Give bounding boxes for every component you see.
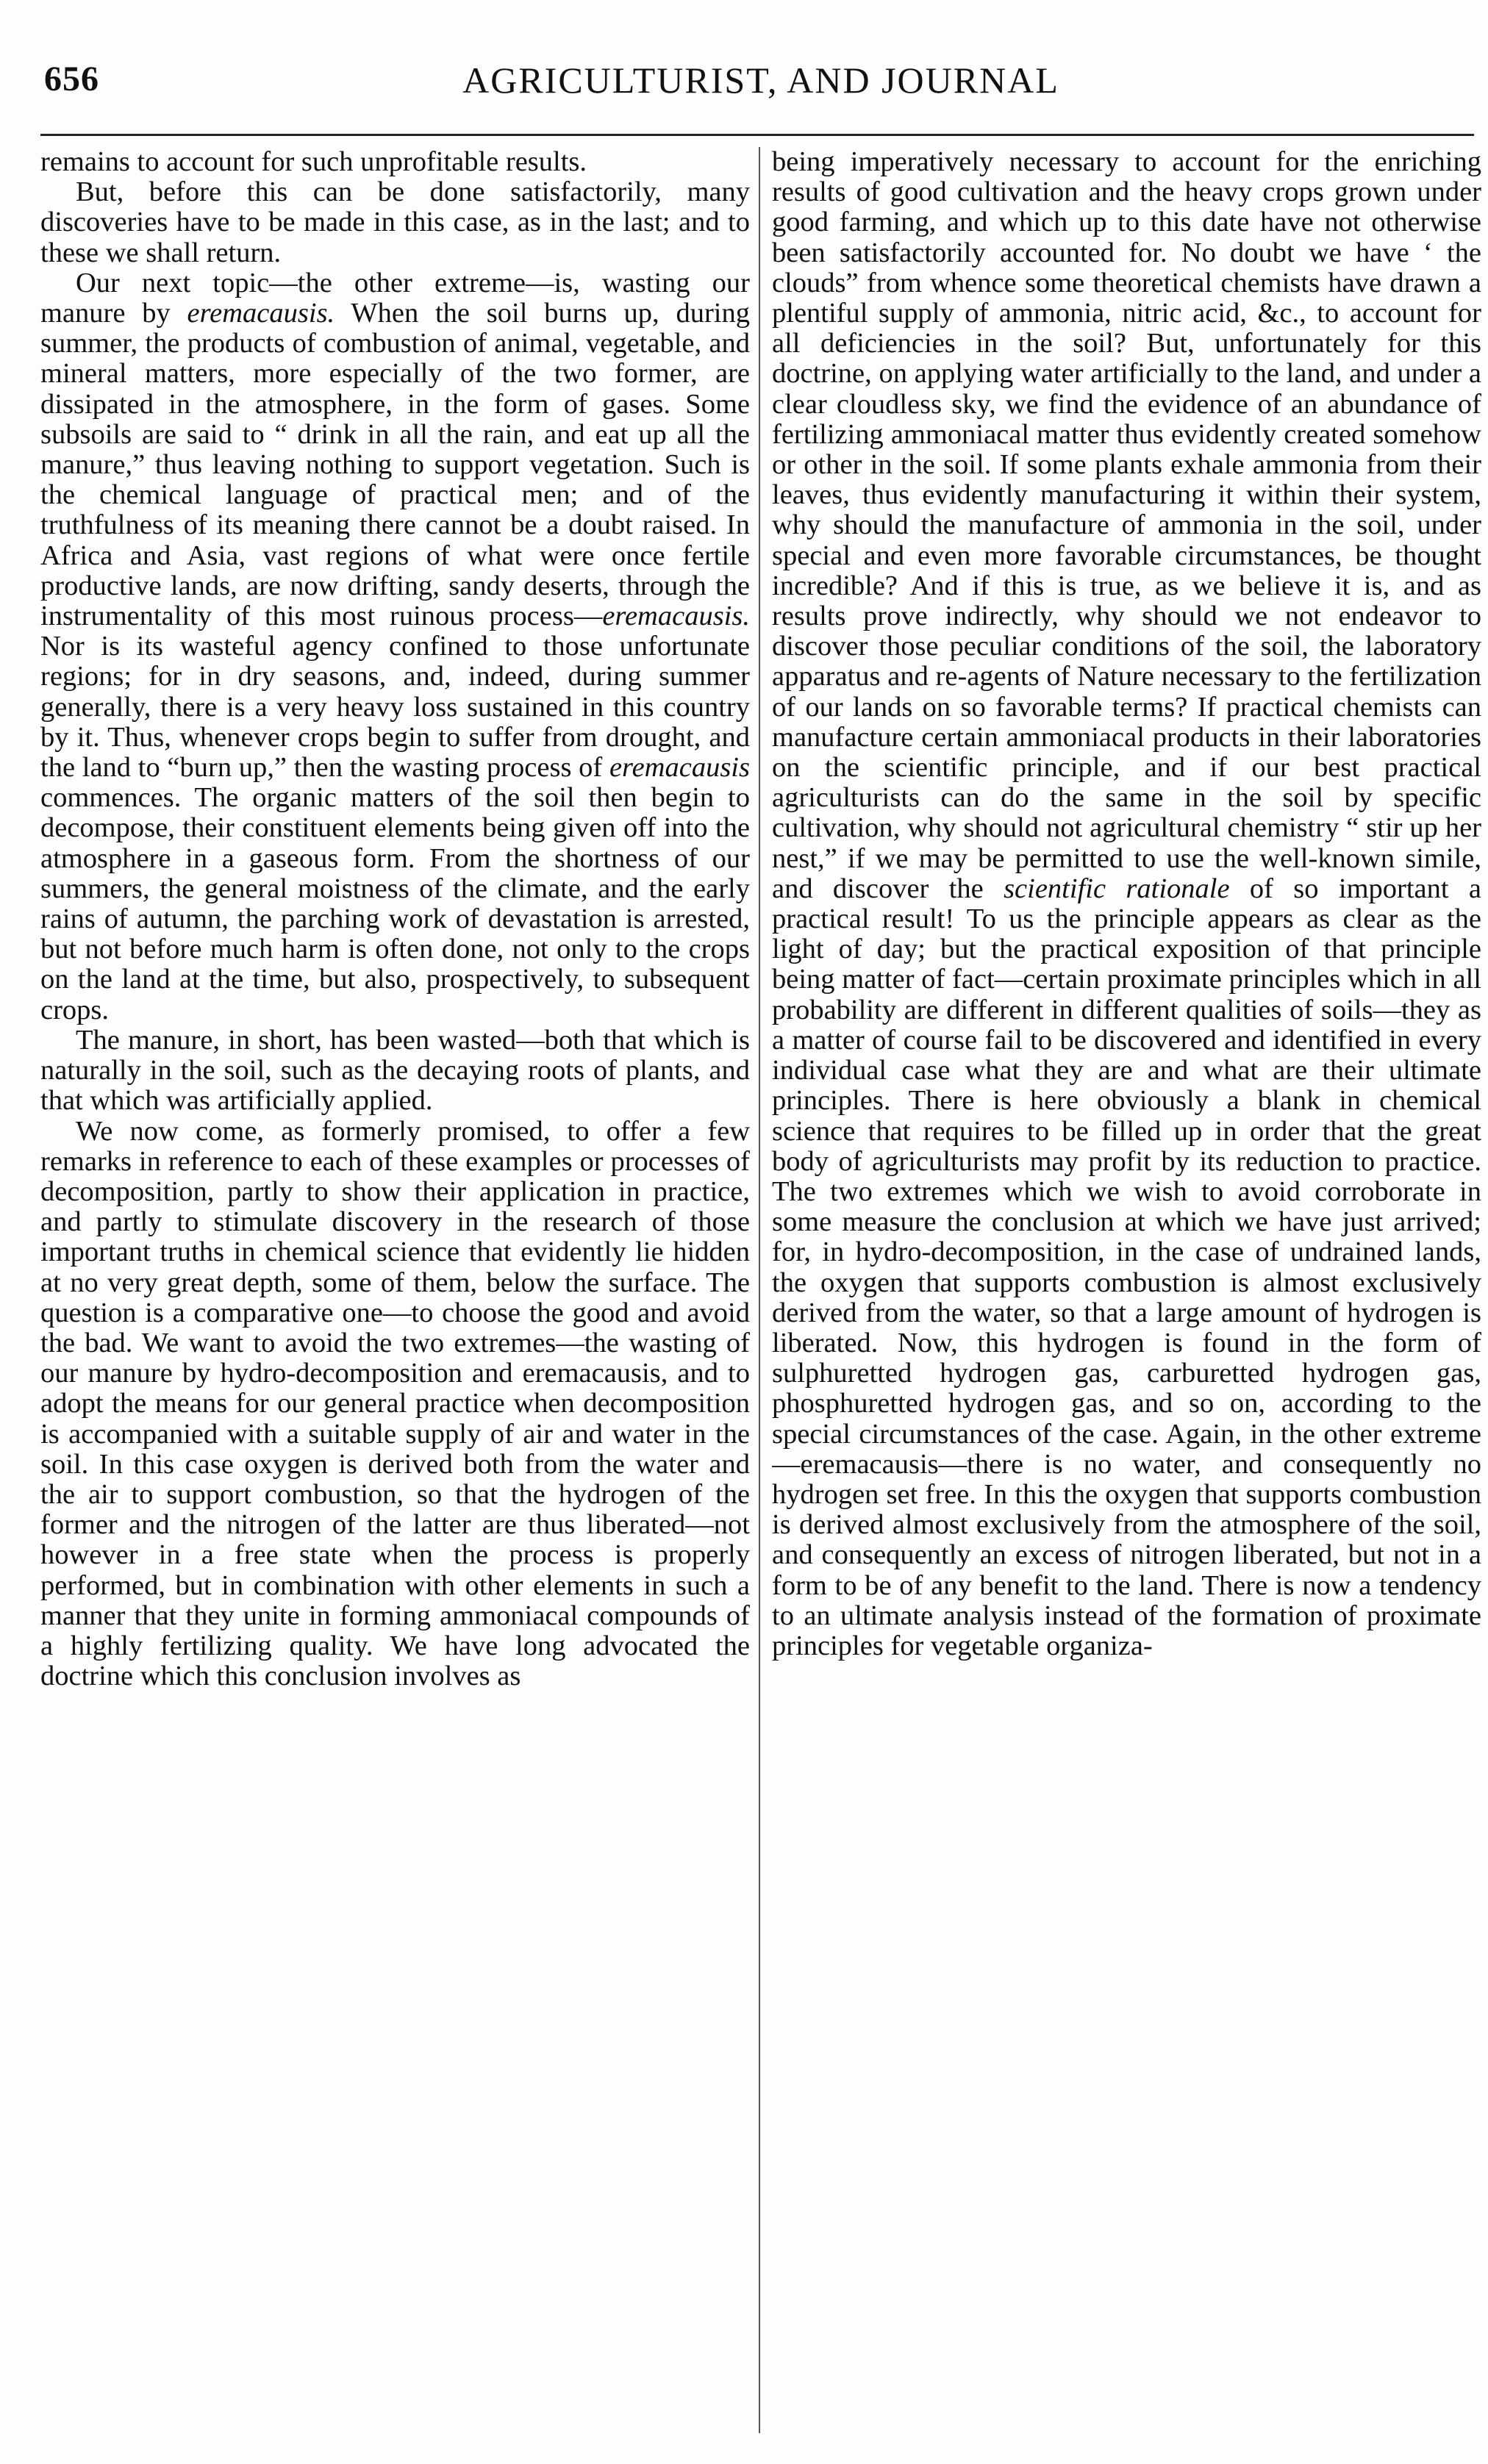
italic-term: eremacausis. <box>187 298 335 329</box>
paragraph: remains to account for such unprofitable results. <box>40 147 587 177</box>
italic-term: eremacausis <box>609 752 750 784</box>
paragraph-text: Nor is its wasteful agency confined to those unfortunate regions; for in dry seasons, and, indeed, during summer generally, there is a very heavy loss sustained in this country by it. Thus, whenever crops begin to suffer from drought, and the land to “burn up,” then the wasting process of <box>40 631 750 784</box>
paragraph-text: being imperatively necessary to account for the enriching results of good cultivation and the heavy crops grown under good farming, and which up to this date have not otherwise been satisfactorily accounted for. No doubt we have ‘ the clouds” from whence some theoretical chemists have drawn a plentiful supply of ammonia, nitric acid, &c., to account for all deficiencies in the soil? But, unfortunately for this doctrine, on applying water artificially to the land, and under a clear cloudless sky, we find the evidence of an abundance of fertilizing ammoniacal matter thus evidently created somehow or other in the soil. If some plants exhale ammonia from their leaves, thus evidently manufacturing it within their system, why should the manufacture of ammonia in the soil, under special and even more favorable circumstances, be thought incredible? And if this is true, as we believe it is, and as results prove indirectly, why should we not endeavor to discover those peculiar conditions of the soil, the laboratory apparatus and re-agents of Nature necessary to the fertilization of our lands on so favorable terms? If practical chemists can manufacture certain ammoniacal products in their laboratories on the scientific principle, and if our best practical agriculturists can do the same in the soil by specific cultivation, why should not agricultural chemistry “ stir up her nest,” if we may be permitted to use the well-known simile, and discover the <box>772 147 1481 904</box>
paragraph-text: Our next topic—the other extreme—is, wasting our manure by <box>40 267 750 329</box>
page-header <box>44 59 1478 118</box>
italic-term: eremacausis. <box>602 601 750 632</box>
header-rule <box>40 134 1474 136</box>
paragraph <box>40 268 750 1025</box>
paragraph: But, before this can be done satisfactorily, many discoveries have to be made in this case, as in the last; and to these we shall return. <box>40 176 750 268</box>
paragraph <box>772 147 1481 1661</box>
paragraph: The manure, in short, has been wasted—both that which is naturally in the soil, such as the decaying roots of plants, and that which was artificially applied. <box>40 1024 750 1117</box>
column-divider <box>759 147 760 2433</box>
right-column <box>772 147 1481 2433</box>
running-title: AGRICULTURIST, AND JOURNAL <box>462 60 1059 101</box>
italic-term: scientific rationale <box>1004 873 1230 904</box>
paragraph-text: commences. The organic matters of the soil then begin to decompose, their constituent elements being given off into the atmosphere in a gaseous form. From the shortness of our summers, the general moistness of the climate, and the early rains of autumn, the parching work of devastation is arrested, but not before much harm is often done, not only to the crops on the land at the time, but also, prospectively, to subsequent crops. <box>40 782 750 1025</box>
left-column <box>40 147 750 2433</box>
paragraph: We now come, as formerly promised, to offer a few remarks in reference to each of these examples or processes of decomposition, partly to show their application in practice, and partly to stimulate discovery in the research of those important truths in chemical science that evidently lie hidden at no very great depth, some of them, below the surface. The question is a comparative one—to choose the good and avoid the bad. We want to avoid the two extremes—the wasting of our manure by hydro-decomposition and eremacausis, and to adopt the means for our general practice when decomposition is accompanied with a suitable supply of air and water in the soil. In this case oxygen is derived both from the water and the air to support combustion, so that the hydrogen of the former and the nitrogen of the latter are thus liberated—not however in a free state when the process is properly performed, but in combination with other elements in such a manner that they unite in forming ammoniacal compounds of a highly fertilizing quality. We have long advocated the doctrine which this conclusion involves as <box>40 1115 750 1692</box>
paragraph-text: When the soil burns up, during summer, the products of combustion of animal, vegetable, and mineral matters, more especially of the two former, are dissipated in the atmosphere, in the form of gases. Some subsoils are said to “ drink in all the rain, and eat up all the manure,” thus leaving nothing to support vegetation. Such is the chemical language of practical men; and of the truthfulness of its meaning there cannot be a doubt raised. In Africa and Asia, vast regions of what were once fertile productive lands, are now drifting, sandy deserts, through the instrumentality of this most ruinous process— <box>40 298 750 632</box>
paragraph-text: of so important a practical result! To us the principle appears as clear as the light of day; but the practical exposition of that principle being matter of fact—certain proximate principles which in all probability are different in different qualities of soils—they as a matter of course fail to be discovered and identified in every individual case what they are and what are their ultimate principles. There is here obviously a blank in chemical science that requires to be filled up in order that the great body of agriculturists may profit by its reduction to practice. The two extremes which we wish to avoid corroborate in some measure the conclusion at which we have just arrived; for, in hydro-decomposition, in the case of undrained lands, the oxygen that supports combustion is almost exclusively derived from the water, so that a large amount of hydrogen is liberated. Now, this hydrogen is found in the form of sulphuretted hydrogen gas, carburetted hydrogen gas, phosphuretted hydrogen gas, and so on, according to the special circumstances of the case. Again, in the other extreme—eremacausis—there is no water, and consequently no hydrogen set free. In this the oxygen that supports combustion is derived almost exclusively from the atmosphere of the soil, and consequently an excess of nitrogen liberated, but not in a form to be of any benefit to the land. There is now a tendency to an ultimate analysis instead of the formation of proximate principles for vegetable organiza- <box>772 873 1481 1661</box>
page-number: 656 <box>44 60 99 99</box>
